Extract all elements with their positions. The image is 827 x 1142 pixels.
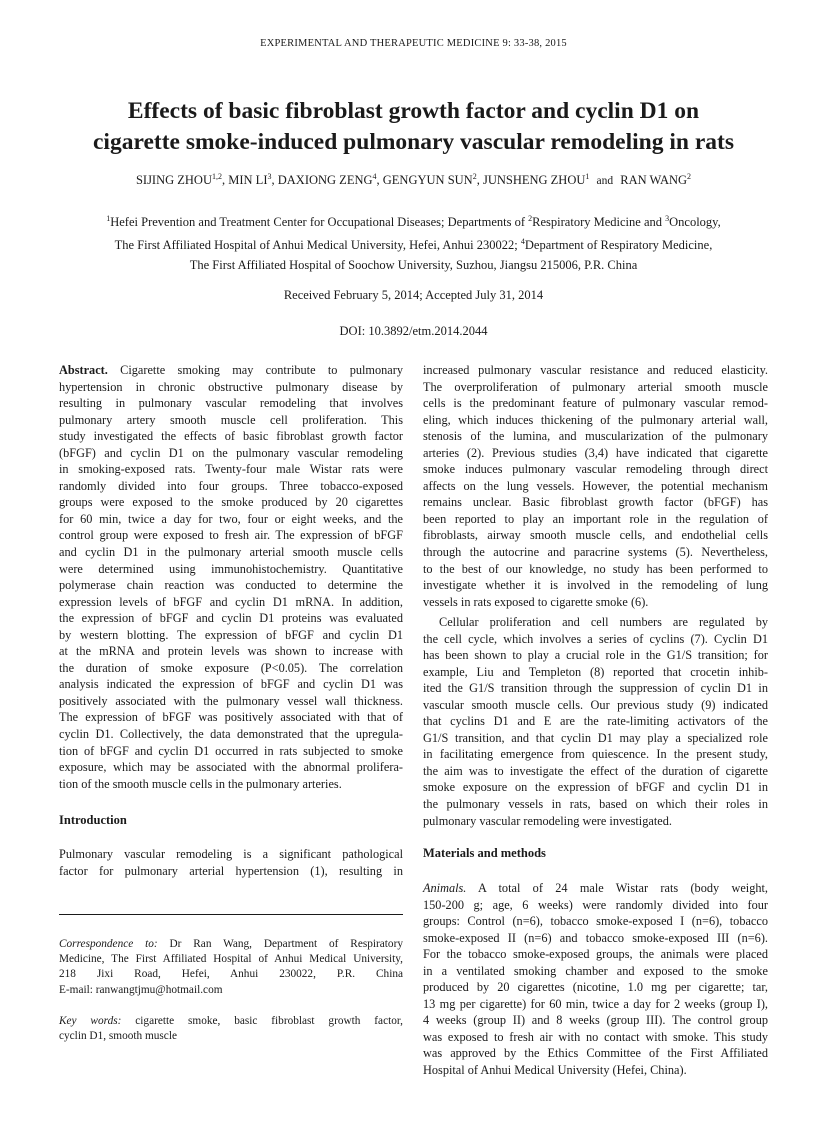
affiliation-mark: 4 [520,237,525,247]
affiliation-mark: 1 [106,214,111,223]
correspondence [59,937,403,998]
affiliation-text: Respiratory Medicine and [532,215,666,230]
author-affiliation-mark: 3 [267,172,272,181]
body-line: For the tobacco smoke-exposed groups, the animals were placed [423,947,768,962]
affiliation-line: The First Affiliated Hospital of Soochow University, Suzhou, Jiangsu 215006, P.R. China [189,258,638,273]
body-line: Cellular proliferation and cell numbers are regulated by [439,615,768,629]
abstract-line: control group were exposed to fresh air. The expression of bFGF [59,528,403,543]
body-line: the cell cycle, which involves a series of cyclins (7). Cyclin D1 [423,631,768,646]
journal-header: EXPERIMENTAL AND THERAPEUTIC MEDICINE 9: 33-38, 2015 [260,38,567,49]
footnote-divider [59,914,403,915]
introduction-line: factor for pulmonary arterial hypertension (1), resulting in [59,863,403,878]
authors-and: and [596,175,614,188]
abstract-line: were determined using immunohistochemistry. Quantitative [59,561,403,576]
article-title [40,96,787,158]
body-line: been reported to play an important role in the regulation of [423,511,768,526]
abstract-line: tion of bFGF and cyclin D1 occurred in rats subjected to smoke [59,743,403,758]
body-line: produced by 20 cigarettes (nicotine, 1.0 mg per cigarette; tar, [423,980,768,995]
body-line: smoke-exposed II (n=6) and tobacco smoke-exposed III (n=6). [423,930,768,945]
body-line: pulmonary vascular remodeling were investigated. [423,813,672,828]
keywords-line: cyclin D1, smooth muscle [59,1030,177,1043]
cell-cycle-paragraph [423,614,768,829]
body-line: smoke induces pulmonary vascular remodeling through direct [423,462,768,477]
introduction-continued [423,362,768,610]
doi: DOI: 10.3892/etm.2014.2044 [339,324,488,338]
introduction-text [59,846,403,879]
body-line: smoke exposure on the expression of bFGF and cyclin D1 in [423,780,768,795]
body-line: through the autocrine and paracrine systems (5). Nevertheless, [423,545,768,560]
body-line: in a ventilated smoking chamber and exposed to the smoke [423,963,768,978]
author-name: JUNSHENG ZHOU [482,173,586,188]
abstract [59,362,403,792]
author-affiliation-mark: 2 [472,172,477,181]
body-line: increased pulmonary vascular resistance and reduced elasticity. [423,363,768,377]
author-name: GENGYUN SUN [382,173,473,188]
author-affiliation-mark: 2 [687,172,692,181]
body-line: 4 weeks (group II) and 8 weeks (group III). The control group [423,1013,768,1028]
author-separator: , [222,173,229,188]
body-line: groups: Control (n=6), tobacco smoke-exposed I (n=6), tobacco [423,914,768,929]
received-dates: Received February 5, 2014; Accepted July 31, 2014 [283,288,544,302]
author-affiliation-mark: 4 [372,172,377,181]
abstract-line: positively associated with the pulmonary vessel wall thickness. [59,693,403,708]
abstract-line: polymerase chain reaction was conducted to determine the [59,578,403,593]
body-line: was approved by the Ethics Committee of the First Affiliated [423,1046,768,1061]
body-line: example, Liu and Templeton (8) reported that crocetin inhib- [423,664,768,679]
author-name: DAXIONG ZENG [277,173,373,188]
body-line: affects on the lung vessels. However, the potential mechanism [423,478,768,493]
affiliation-mark: 2 [528,214,533,223]
abstract-line: and cyclin D1 in the pulmonary arterial smooth muscle cells [59,545,403,560]
author-separator: , [476,173,483,188]
body-line: has been shown to play a crucial role in the G1/S transition; for [423,648,768,663]
body-line: 13 mg per cigarette) for 60 min, twice a day for 2 weeks (group I), [423,996,768,1011]
body-line: the pulmonary vessels in rats, based on which their roles in [423,797,768,812]
abstract-line: resulting in pulmonary vascular remodeling that involves [59,396,403,411]
abstract-line: hypertension in chronic obstructive pulmonary disease by [59,379,403,394]
body-line: The overproliferation of pulmonary arterial smooth muscle [423,379,768,394]
abstract-label: Abstract. [59,363,108,377]
methods-heading: Materials and methods [423,846,546,860]
correspondence-email[interactable]: E-mail: ranwangtjmu@hotmail.com [59,983,223,996]
animals-label: Animals. [423,881,467,895]
body-line [423,880,768,897]
body-line: arteries (2). Previous studies (3,4) have indicated that cigarette [423,445,768,460]
body-line: in facilitating emergence from quiescence. In the present study, [423,747,768,762]
body-line: the aim was to investigate the effect of the duration of cigarette [423,763,768,778]
affiliation-line [30,209,797,232]
correspondence-label: Correspondence to: [59,938,158,950]
author-name: MIN LI [228,173,268,188]
body-line: stenosis of the lumina, and muscularization of the pulmonary [423,429,768,444]
abstract-line: the duration of smoke exposure (P<0.05). The correlation [59,660,403,675]
author-list [0,172,827,188]
author-affiliation-mark: 1,2 [212,172,222,181]
body-line: remains unclear. Basic fibroblast growth factor (bFGF) has [423,495,768,510]
introduction-heading: Introduction [59,813,127,827]
affiliations [30,209,797,275]
body-line: investigate whether it is involved in the remodeling of lung [423,578,768,593]
author-affiliation-mark: 1 [585,172,590,181]
abstract-line [59,362,403,379]
author-separator: , [376,173,383,188]
body-line: ited the G1/S transition through the suppression of cyclin D1 in [423,681,768,696]
correspondence-text: Dr Ran Wang, Department of Respiratory [157,938,403,950]
affiliation-text: Oncology, [669,215,721,230]
animals-paragraph [423,880,768,1079]
body-line: Hospital of Anhui Medical University (Hefei, China). [423,1063,687,1078]
abstract-line: exposure, which may be associated with the abnormal prolifera- [59,760,403,775]
keywords [59,1014,403,1044]
abstract-line: randomly divided into four groups. Three tobacco-exposed [59,478,403,493]
affiliation-text: Hefei Prevention and Treatment Center for Occupational Diseases; Departments of [110,215,529,230]
title-line-1: Effects of basic fibroblast growth factor and cyclin D1 on [127,98,700,124]
abstract-line: study investigated the effects of basic fibroblast growth factor [59,429,403,444]
body-line: G1/S transition, and that cyclin D1 may play a specialized role [423,730,768,745]
abstract-line: pulmonary artery smooth muscle cell proliferation. This [59,412,403,427]
affiliation-line [30,232,797,255]
animals-text: A total of 24 male Wistar rats (body weight, [466,881,768,895]
body-line: eling, which induces thickening of the pulmonary arterial wall, [423,412,768,427]
abstract-line: by western blotting. The expression of bFGF and cyclin D1 [59,627,403,642]
abstract-line: (bFGF) and cyclin D1 on the pulmonary vascular remodeling [59,445,403,460]
abstract-text: Cigarette smoking may contribute to pulmonary [107,363,403,377]
body-line: vessels in rats exposed to cigarette smoke (6). [423,594,649,609]
abstract-line: analysis indicated the expression of bFGF and cyclin D1 was [59,677,403,692]
author-name: SIJING ZHOU [135,173,212,188]
author-name: RAN WANG [620,173,688,188]
correspondence-line [59,937,403,952]
introduction-line: Pulmonary vascular remodeling is a significant pathological [59,847,403,861]
abstract-line: at the mRNA and protein levels was shown to increase with [59,644,403,659]
affiliation-text: Department of Respiratory Medicine, [524,238,713,253]
body-line: vascular smooth muscle cells. Our previous study (9) indicated [423,697,768,712]
affiliation-mark: 3 [665,214,670,223]
abstract-line: The expression of bFGF was positively associated with that of [59,710,403,725]
body-line: to the best of our knowledge, no study has been performed to [423,561,768,576]
abstract-line: for 60 min, twice a day for two, four or eight weeks, and the [59,511,403,526]
abstract-line: expression levels of bFGF and cyclin D1 mRNA. In addition, [59,594,403,609]
abstract-line: groups were exposed to the smoke produced by 20 cigarettes [59,495,403,510]
body-line: was exposed to fresh air with no contact with smoke. This study [423,1029,768,1044]
keywords-label: Key words: [59,1015,122,1027]
correspondence-line: 218 Jixi Road, Hefei, Anhui 230022, P.R. China [59,968,403,981]
body-line: fibroblasts, airway smooth muscle cells, and endothelial cells [423,528,768,543]
body-line: cells is the predominant feature of pulmonary vascular remod- [423,396,768,411]
abstract-line: cyclin D1. Collectively, the data demonstrated that the upregula- [59,727,403,742]
title-line-2: cigarette smoke-induced pulmonary vascular remodeling in rats [92,129,734,155]
author-separator: , [271,173,278,188]
keywords-text: cigarette smoke, basic fibroblast growth factor, [121,1015,404,1027]
keywords-line [59,1014,403,1029]
abstract-line: in smoking-exposed rats. Twenty-four male Wistar rats were [59,462,403,477]
body-line: 150-200 g; age, 6 weeks) were randomly divided into four [423,897,768,912]
body-line: that cyclins D1 and E are the rate-limiting activators of the [423,714,768,729]
abstract-line: tion of the smooth muscle cells in the pulmonary arteries. [59,776,342,791]
affiliation-text: The First Affiliated Hospital of Anhui Medical University, Hefei, Anhui 230022; [114,238,521,253]
correspondence-line: Medicine, The First Affiliated Hospital of Anhui Medical University, [59,953,403,966]
abstract-line: the expression of bFGF and cyclin D1 proteins was evaluated [59,611,403,626]
